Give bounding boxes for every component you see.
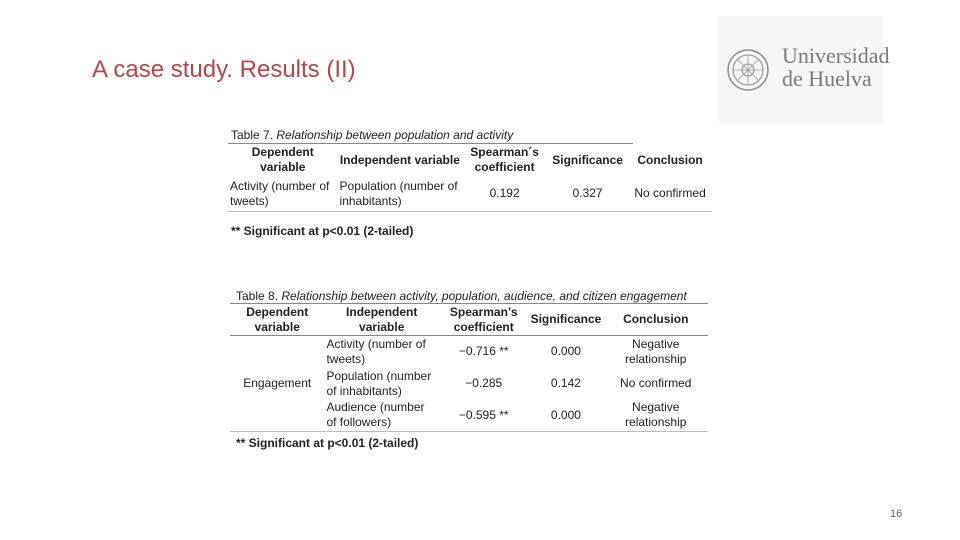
table7-header-significance: Significance [552, 152, 623, 167]
table-row [230, 336, 708, 368]
table8-cell-significance: 0.000 [550, 407, 581, 422]
table8-cell-independent: Audience (number of followers) [326, 400, 425, 430]
table7-header-independent: Independent variable [339, 152, 460, 167]
table-row [228, 177, 712, 211]
university-logo-text [782, 44, 890, 90]
table7-cell-conclusion: No confirmed [634, 186, 706, 201]
table7-cell-dependent: Activity (number of tweets) [230, 178, 330, 208]
table8-cell-significance: 0.000 [550, 344, 581, 359]
table8-caption [236, 289, 687, 303]
table8-cell-coefficient: −0.285 [465, 376, 503, 390]
table7-cell-independent: Population (number of inhabitants) [339, 178, 458, 208]
table7-cell-coefficient: 0.192 [489, 186, 520, 201]
table7-caption [231, 128, 513, 142]
table8-cell-conclusion: Negative relationship [625, 400, 687, 430]
table8-caption-title: Relationship between activity, population, audience, and citizen engagement [281, 289, 687, 303]
table8-cell-significance: 0.142 [550, 376, 581, 390]
table8-header-coefficient: Spearman’s coefficient [449, 304, 518, 334]
table8-caption-prefix: Table 8. [236, 289, 279, 303]
table7-header-dependent: Dependent variable [251, 145, 314, 174]
table7-caption-prefix: Table 7. [231, 128, 274, 142]
table8-header-significance: Significance [530, 312, 602, 326]
table8-cell-dependent: Engagement [243, 376, 312, 390]
logo-line-2: de Huelva [782, 66, 872, 91]
table8-cell-independent: Population (number of inhabitants) [326, 368, 432, 398]
table7-cell-significance: 0.327 [572, 186, 603, 201]
table8-cell-conclusion: Negative relationship [625, 336, 687, 366]
table7 [228, 143, 712, 212]
table8-cell-coefficient: −0.595 ** [458, 407, 509, 422]
table8-cell-conclusion: No confirmed [620, 376, 692, 390]
table8-header-dependent: Dependent variable [246, 304, 309, 334]
table8-cell-coefficient: −0.716 ** [458, 344, 509, 359]
table8-header-conclusion: Conclusion [623, 312, 689, 326]
logo-line-1: Universidad [782, 43, 890, 68]
university-seal-icon [726, 48, 770, 92]
table7-header-conclusion: Conclusion [637, 152, 703, 167]
table8-cell-independent: Activity (number of tweets) [326, 336, 426, 366]
table8-note: ** Significant at p<0.01 (2-tailed) [236, 436, 419, 450]
table7-note: ** Significant at p<0.01 (2-tailed) [231, 224, 414, 238]
table7-header-coefficient: Spearman´s coefficient [470, 145, 539, 174]
page-number: 16 [890, 508, 903, 520]
table8-header-independent: Independent variable [346, 304, 418, 334]
table8 [230, 303, 708, 432]
table7-caption-title: Relationship between population and activity [276, 128, 514, 142]
slide-title: A case study. Results (II) [92, 56, 356, 83]
